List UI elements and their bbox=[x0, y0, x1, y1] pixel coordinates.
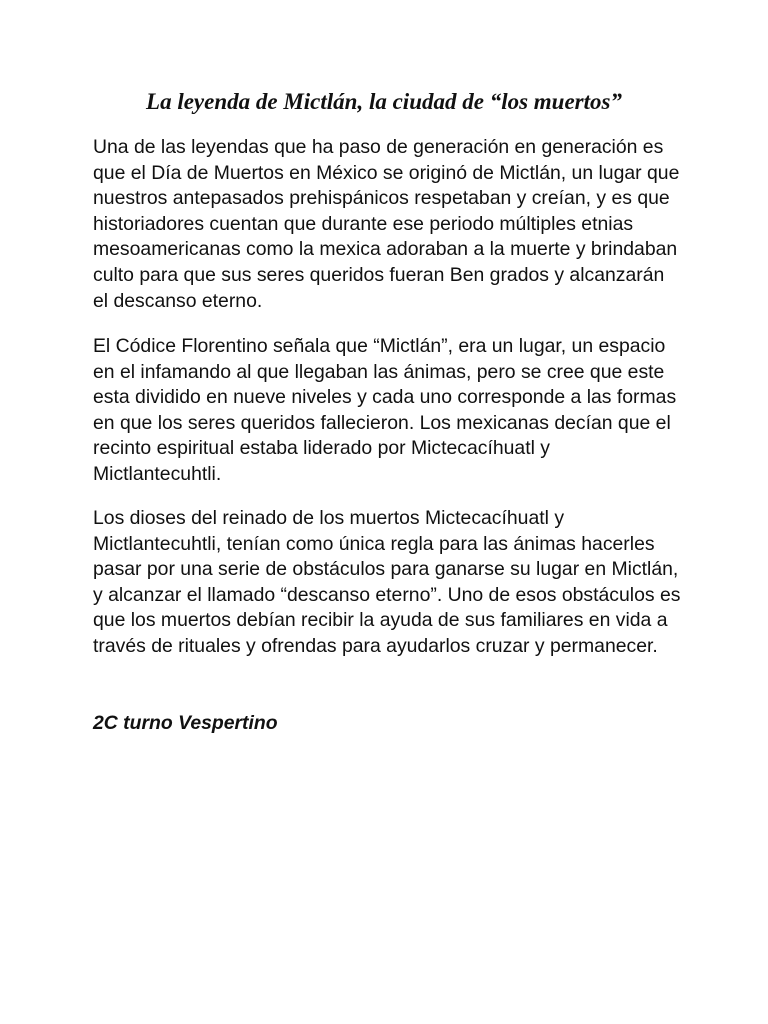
paragraph-2: El Códice Florentino señala que “Mictlán”, era un lugar, un espacio en el infamando al que llegaban las ánimas, pero se cree que este esta dividido en nueve niveles y cada uno corresponde a las formas en que los seres queridos fallecieron. Los mexicanas decían que el recinto espiritual estaba liderado por Mictecacíhuatl y Mictlantecuhtli. bbox=[93, 335, 677, 485]
group-signature: 2C turno Vespertino bbox=[93, 712, 278, 734]
paragraph-1: Una de las leyendas que ha paso de generación en generación es que el Día de Muertos en México se originó de Mictlán, un lugar que nuestros antepasados prehispánicos respetaban y creían, y es que historiadores cuentan que durante ese periodo múltiples etnias mesoamericanas como la mexica adoraban a la muerte y brindaban culto para que sus seres queridos fueran Ben grados y alcanzarán el descanso eterno. bbox=[93, 136, 680, 312]
paragraph-3: Los dioses del reinado de los muertos Mictecacíhuatl y Mictlantecuhtli, tenían como única regla para las ánimas hacerles pasar por una serie de obstáculos para ganarse su lugar en Mictlán, y alcanzar el llamado “descanso eterno”. Uno de esos obstáculos es que los muertos debían recibir la ayuda de sus familiares en vida a través de rituales y ofrendas para ayudarlos cruzar y permanecer. bbox=[93, 507, 681, 657]
document-title: La leyenda de Mictlán, la ciudad de “los muertos” bbox=[146, 89, 622, 114]
